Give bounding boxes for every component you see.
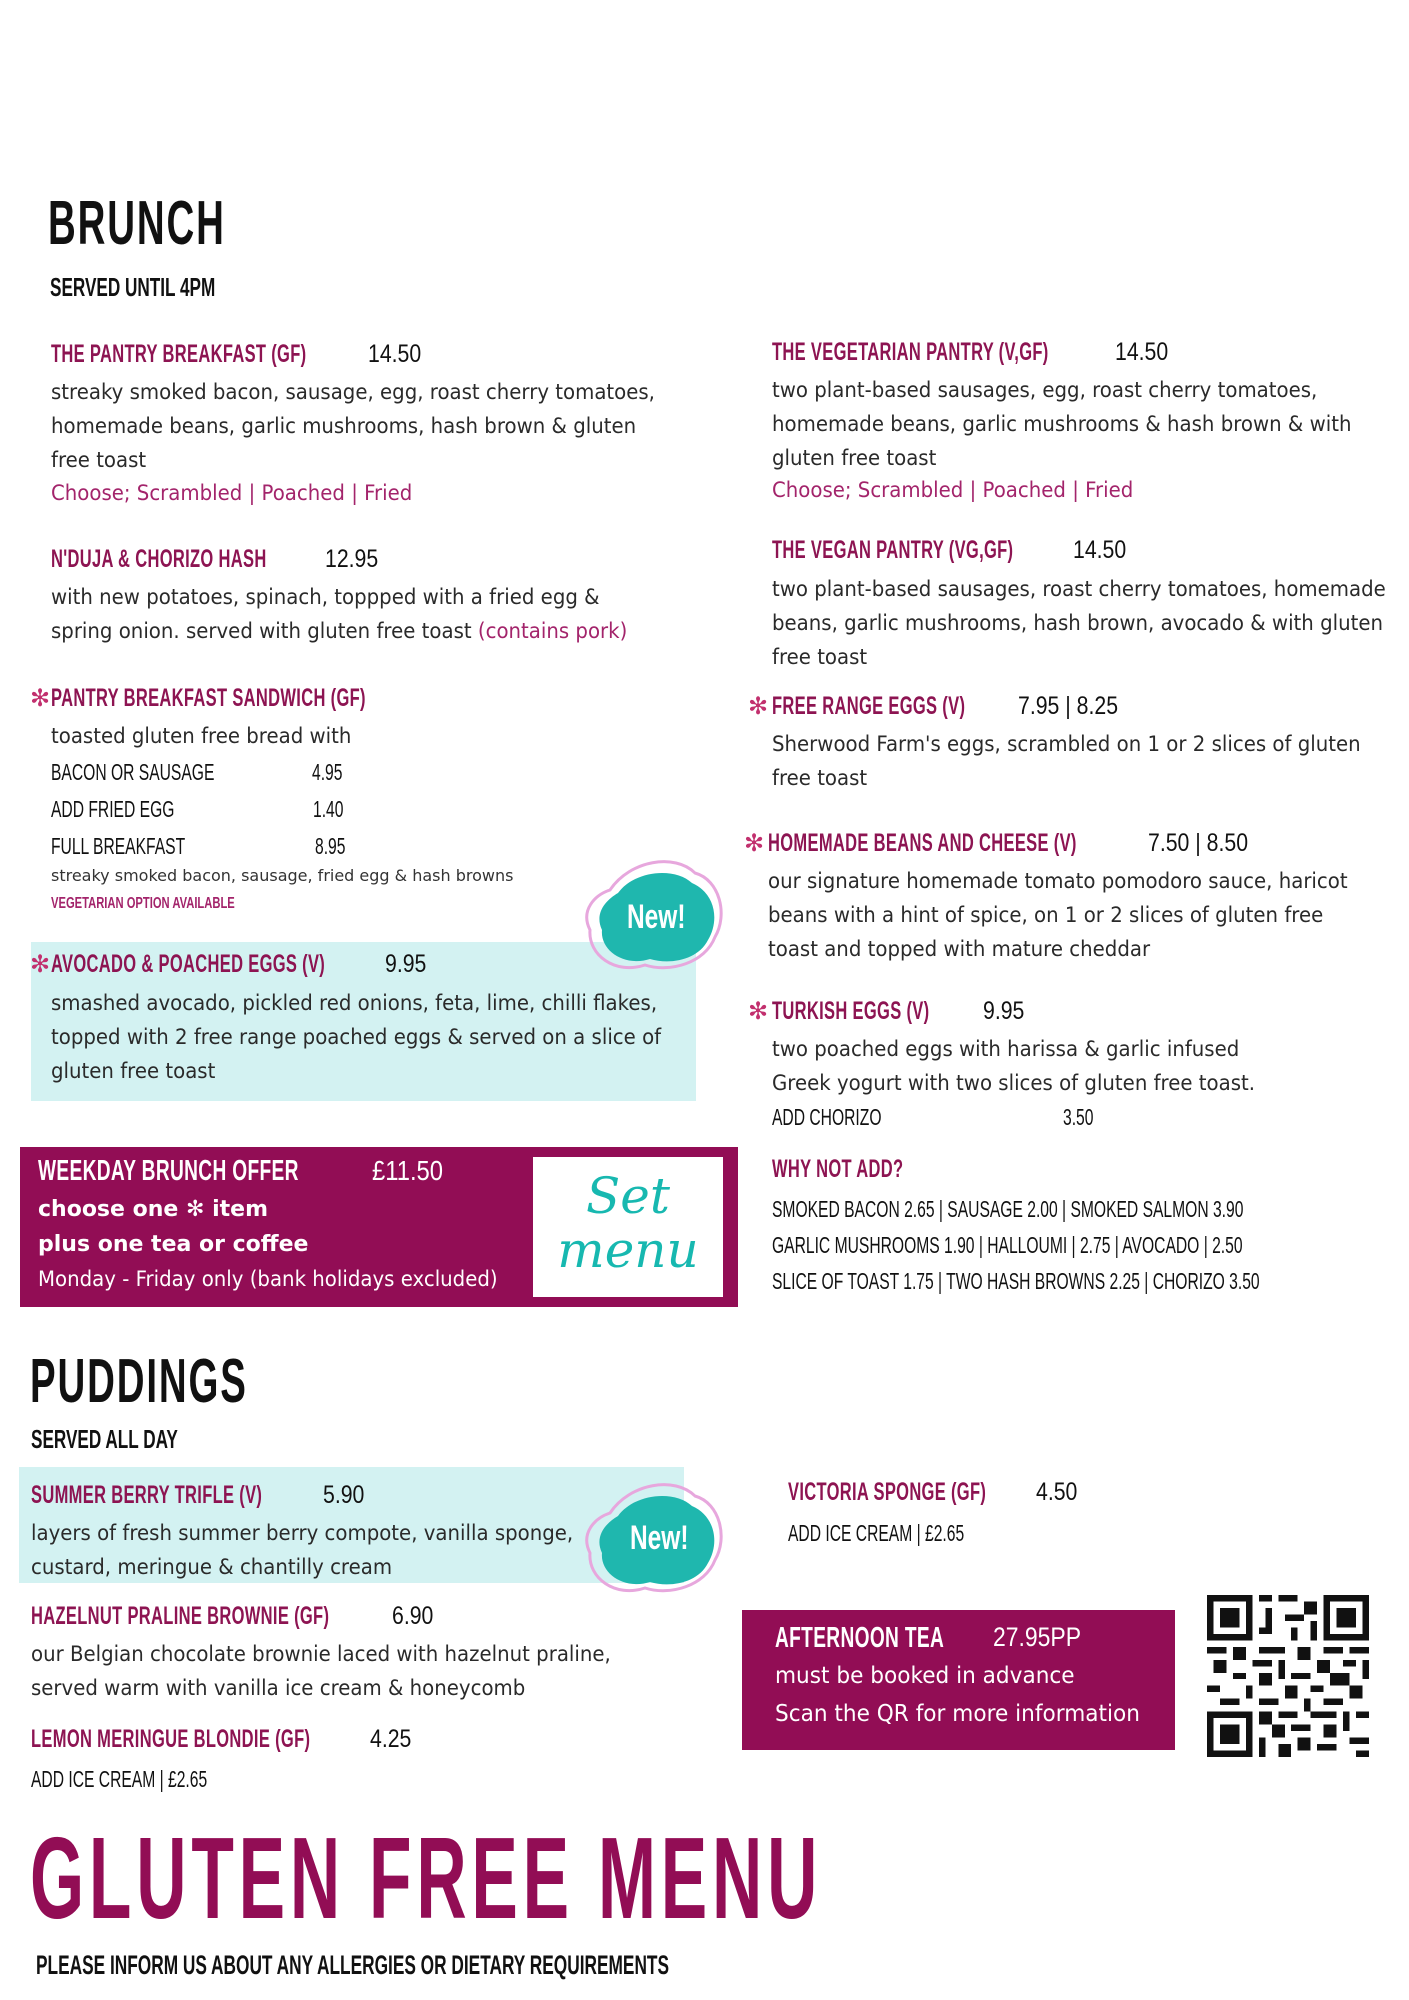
item-desc-line xyxy=(51,614,627,648)
item-name: THE VEGAN PANTRY (VG,GF) xyxy=(772,536,1014,564)
item-name: TURKISH EGGS (V) xyxy=(772,997,930,1025)
egg-choice: Choose; Scrambled | Poached | Fried xyxy=(772,478,1134,502)
asterisk-icon: ✻ xyxy=(185,1197,205,1222)
pork-note: (contains pork) xyxy=(477,619,628,643)
option-price: 1.40 xyxy=(313,796,344,822)
new-badge: New! xyxy=(627,898,686,936)
asterisk-icon: ✻ xyxy=(748,997,769,1025)
extras-line: SMOKED BACON 2.65 | SAUSAGE 2.00 | SMOKED SALMON 3.90 xyxy=(772,1196,1244,1222)
option-label: FULL BREAKFAST xyxy=(51,833,186,859)
allergy-note: PLEASE INFORM US ABOUT ANY ALLERGIES OR DIETARY REQUIREMENTS xyxy=(36,1950,670,1980)
asterisk-icon: ✻ xyxy=(748,692,769,720)
item-desc-line: with new potatoes, spinach, toppped with a fried egg & xyxy=(51,585,600,609)
set-menu-box xyxy=(533,1157,723,1297)
add-label: ADD CHORIZO xyxy=(772,1104,882,1130)
qr-code-icon[interactable] xyxy=(1207,1595,1369,1757)
brunch-subtitle: SERVED UNTIL 4PM xyxy=(50,272,216,302)
item-desc-line: free toast xyxy=(51,448,147,472)
option-label: ADD FRIED EGG xyxy=(51,796,175,822)
add-ice-cream: ADD ICE CREAM | £2.65 xyxy=(31,1766,208,1792)
item-price: 4.25 xyxy=(370,1725,412,1753)
item-price: 6.90 xyxy=(392,1602,434,1630)
item-desc-line: two poached eggs with harissa & garlic infused xyxy=(772,1037,1240,1061)
item-desc-line: gluten free toast xyxy=(772,446,937,470)
item-name: HAZELNUT PRALINE BROWNIE (GF) xyxy=(31,1602,330,1630)
item-name: HOMEMADE BEANS AND CHEESE (V) xyxy=(768,829,1077,857)
item-price: 9.95 xyxy=(385,950,427,978)
item-price: 9.95 xyxy=(983,997,1025,1025)
set-menu-text: menu xyxy=(557,1221,699,1279)
item-name: SUMMER BERRY TRIFLE (V) xyxy=(31,1481,263,1509)
item-price: 14.50 xyxy=(368,340,422,368)
item-name: VICTORIA SPONGE (GF) xyxy=(788,1478,987,1506)
new-badge: New! xyxy=(630,1519,689,1557)
item-desc-line: free toast xyxy=(772,766,868,790)
extras-line: SLICE OF TOAST 1.75 | TWO HASH BROWNS 2.25 | CHORIZO 3.50 xyxy=(772,1268,1260,1294)
item-desc-line: homemade beans, garlic mushrooms, hash brown & gluten xyxy=(51,414,637,438)
item-name: FREE RANGE EGGS (V) xyxy=(772,692,966,720)
item-name: AVOCADO & POACHED EGGS (V) xyxy=(51,950,326,978)
afternoon-tea-line: Scan the QR for more information xyxy=(775,1701,1140,1727)
item-desc-line: served warm with vanilla ice cream & honeycomb xyxy=(31,1676,526,1700)
puddings-subtitle: SERVED ALL DAY xyxy=(31,1424,178,1454)
option-price: 8.95 xyxy=(315,833,346,859)
offer-line xyxy=(38,1197,268,1222)
option-price: 4.95 xyxy=(312,759,343,785)
item-desc-text: spring onion. served with gluten free toast xyxy=(51,619,472,643)
puddings-title: PUDDINGS xyxy=(30,1347,248,1416)
item-price: 7.50 | 8.50 xyxy=(1148,829,1249,857)
item-desc-line: streaky smoked bacon, sausage, egg, roast cherry tomatoes, xyxy=(51,380,655,404)
offer-line-text: choose one xyxy=(38,1197,179,1222)
add-ice-cream: ADD ICE CREAM | £2.65 xyxy=(788,1520,965,1546)
item-desc-line: toasted gluten free bread with xyxy=(51,724,352,748)
item-price: 14.50 xyxy=(1073,536,1127,564)
why-not-title: WHY NOT ADD? xyxy=(772,1155,904,1183)
item-desc-line: Sherwood Farm's eggs, scrambled on 1 or 2 slices of gluten xyxy=(772,732,1361,756)
offer-title: WEEKDAY BRUNCH OFFER xyxy=(38,1155,299,1187)
offer-line-text: item xyxy=(212,1197,268,1222)
item-desc-line: Greek yogurt with two slices of gluten free toast. xyxy=(772,1071,1256,1095)
item-desc-line: custard, meringue & chantilly cream xyxy=(31,1555,393,1579)
brunch-title: BRUNCH xyxy=(48,189,226,258)
item-desc-line: smashed avocado, pickled red onions, feta, lime, chilli flakes, xyxy=(51,991,658,1015)
asterisk-icon: ✻ xyxy=(30,684,51,712)
item-desc-line: layers of fresh summer berry compote, vanilla sponge, xyxy=(31,1521,574,1545)
extras-line: GARLIC MUSHROOMS 1.90 | HALLOUMI | 2.75 | AVOCADO | 2.50 xyxy=(772,1232,1243,1258)
item-desc-line: homemade beans, garlic mushrooms & hash brown & with xyxy=(772,412,1352,436)
item-name: LEMON MERINGUE BLONDIE (GF) xyxy=(31,1725,311,1753)
afternoon-tea-title: AFTERNOON TEA xyxy=(775,1622,945,1654)
vegetarian-note: VEGETARIAN OPTION AVAILABLE xyxy=(51,895,235,912)
set-menu-text: Set xyxy=(586,1167,670,1225)
afternoon-tea-line: must be booked in advance xyxy=(775,1663,1075,1689)
item-desc-line: toast and topped with mature cheddar xyxy=(768,937,1151,961)
item-desc-line: two plant-based sausages, egg, roast cherry tomatoes, xyxy=(772,378,1318,402)
item-desc-line: our signature homemade tomato pomodoro sauce, haricot xyxy=(768,869,1348,893)
option-desc: streaky smoked bacon, sausage, fried egg & hash browns xyxy=(51,866,514,885)
offer-days: Monday - Friday only (bank holidays excluded) xyxy=(38,1267,498,1291)
item-price: 12.95 xyxy=(325,545,379,573)
offer-price: £11.50 xyxy=(372,1155,444,1186)
item-price: 7.95 | 8.25 xyxy=(1018,692,1119,720)
item-name: THE VEGETARIAN PANTRY (V,GF) xyxy=(772,338,1049,366)
item-desc-line: free toast xyxy=(772,645,868,669)
item-name: PANTRY BREAKFAST SANDWICH (GF) xyxy=(51,684,366,712)
option-label: BACON OR SAUSAGE xyxy=(51,759,215,785)
asterisk-icon: ✻ xyxy=(30,950,51,978)
item-desc-line: topped with 2 free range poached eggs & served on a slice of xyxy=(51,1025,662,1049)
item-desc-line: two plant-based sausages, roast cherry tomatoes, homemade xyxy=(772,577,1386,601)
item-price: 4.50 xyxy=(1036,1478,1078,1506)
item-desc-line: our Belgian chocolate brownie laced with hazelnut praline, xyxy=(31,1642,611,1666)
item-desc-line: beans with a hint of spice, on 1 or 2 slices of gluten free xyxy=(768,903,1324,927)
asterisk-icon: ✻ xyxy=(744,829,765,857)
item-price: 14.50 xyxy=(1115,338,1169,366)
egg-choice: Choose; Scrambled | Poached | Fried xyxy=(51,481,413,505)
add-price: 3.50 xyxy=(1063,1104,1094,1130)
item-desc-line: gluten free toast xyxy=(51,1059,216,1083)
offer-line: plus one tea or coffee xyxy=(38,1232,309,1257)
item-name: THE PANTRY BREAKFAST (GF) xyxy=(51,340,307,368)
menu-title: GLUTEN FREE MENU xyxy=(30,1813,823,1943)
item-name: N'DUJA & CHORIZO HASH xyxy=(51,545,267,573)
item-price: 5.90 xyxy=(323,1481,365,1509)
item-desc-line: beans, garlic mushrooms, hash brown, avocado & with gluten xyxy=(772,611,1383,635)
afternoon-tea-price: 27.95PP xyxy=(993,1622,1082,1652)
